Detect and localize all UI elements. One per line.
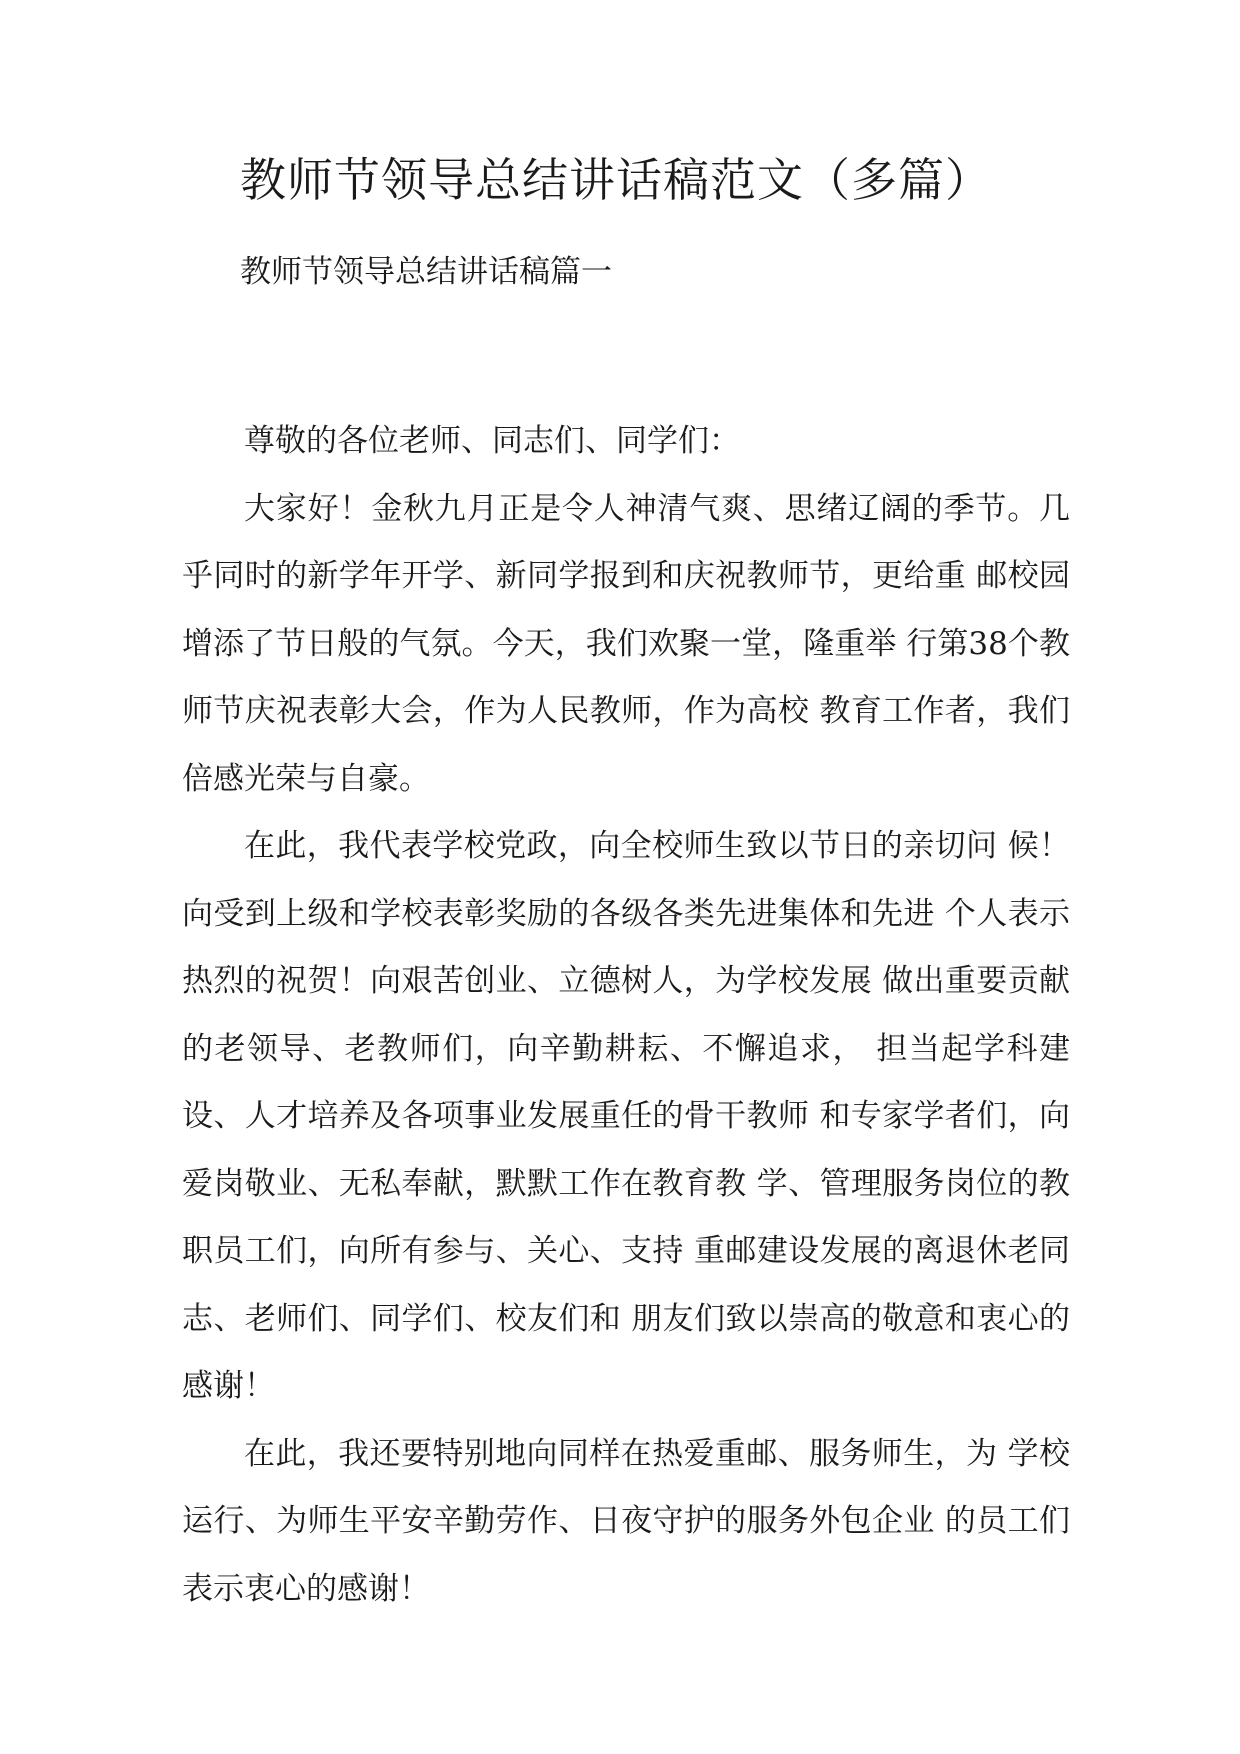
document-body [182,408,1070,1623]
section-heading: 教师节领导总结讲话稿篇一 [240,254,612,290]
body-paragraph: 在此，我代表学校党政，向全校师生致以节日的亲切问 候！向受到上级和学校表彰奖励的各级各类先进集体和先进 个人表示热烈的祝贺！向艰苦创业、立德树人，为学校发展 做出重要贡献的老领导、老教师们，向辛勤耕耘、不懈追求， 担当起学科建设、人才培养及各项事业发展重任的骨干教师 和专家学者们，向爱岗敬业、无私奉献，默默工作在教育教 学、管理服务岗位的教职员工们，向所有参与、关心、支持 重邮建设发展的离退休老同志、老师们、同学们、校友们和 朋友们致以崇高的敬意和衷心的感谢！ [182,828,1070,1404]
salutation-paragraph: 尊敬的各位老师、同志们、同学们： [244,423,740,459]
body-paragraph: 在此，我还要特别地向同样在热爱重邮、服务师生，为 学校运行、为师生平安辛勤劳作、日夜守护的服务外包企业 的员工们表示衷心的感谢！ [182,1435,1070,1607]
document-title: 教师节领导总结讲话稿范文（多篇） [240,153,992,207]
body-paragraph: 大家好！金秋九月正是令人神清气爽、思绪辽阔的季节。几乎同时的新学年开学、新同学报到和庆祝教师节，更给重 邮校园增添了节日般的气氛。今天，我们欢聚一堂，隆重举 行第38个教师节庆祝表彰大会，作为人民教师，作为高校 教育工作者，我们倍感光荣与自豪。 [182,490,1070,797]
